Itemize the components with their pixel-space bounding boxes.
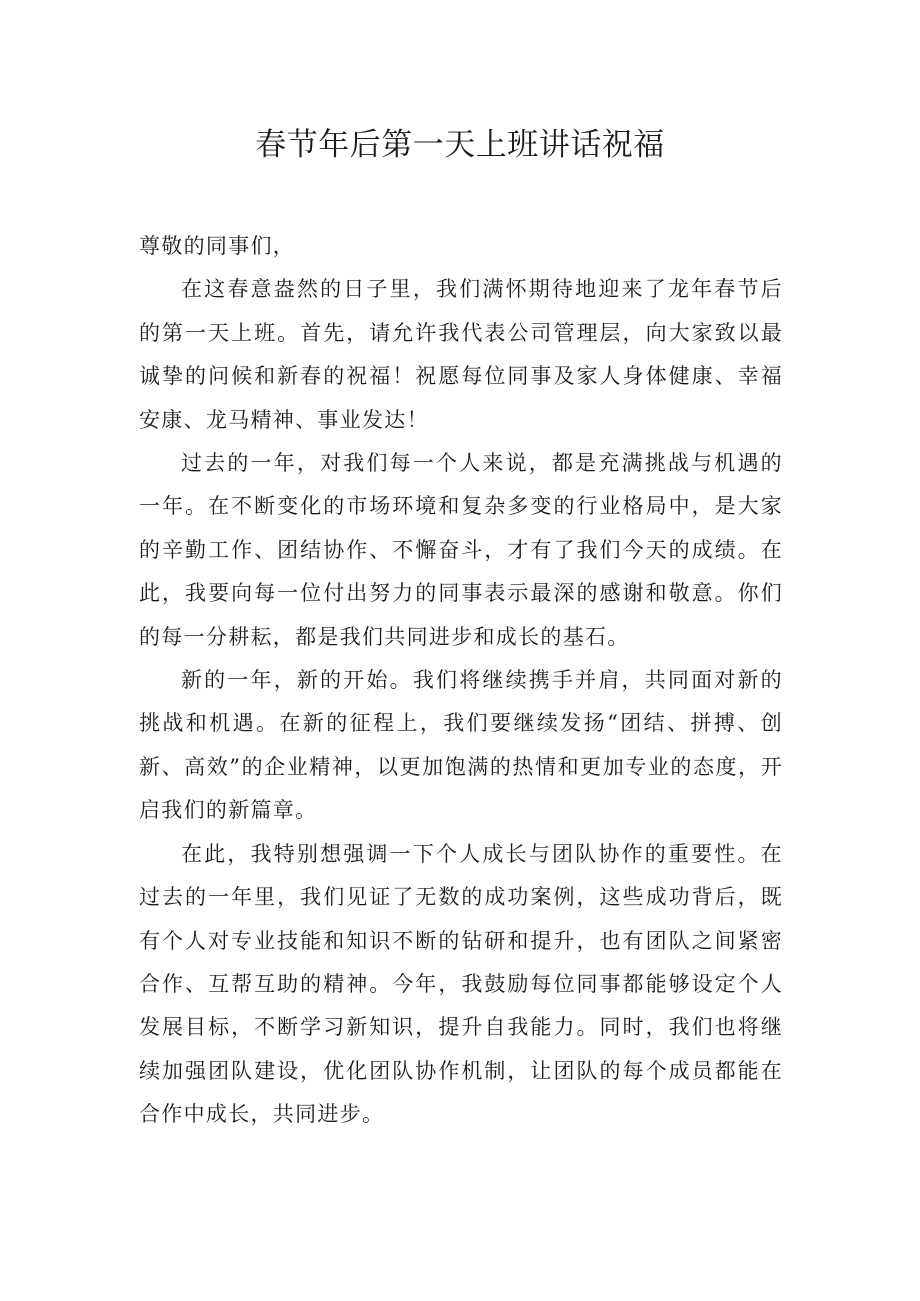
document-title: 春节年后第一天上班讲话祝福 (255, 127, 665, 163)
paragraph-2: 过去的一年，对我们每一个人来说，都是充满挑战与机遇的一年。在不断变化的市场环境和复杂多变的行业格局中，是大家的辛勤工作、团结协作、不懈奋斗，才有了我们今天的成绩。在此，我要向每一位付出努力的同事表示最深的感谢和敬意。你们的每一分耕耘，都是我们共同进步和成长的基石。 (139, 451, 783, 649)
paragraph-3: 新的一年，新的开始。我们将继续携手并肩，共同面对新的挑战和机遇。在新的征程上，我们要继续发扬“团结、拼搏、创新、高效”的企业精神，以更加饱满的热情和更加专业的态度，开启我们的新篇章。 (139, 668, 783, 823)
salutation: 尊敬的同事们， (139, 234, 296, 258)
document-body (139, 225, 783, 1137)
paragraph-1: 在这春意盎然的日子里，我们满怀期待地迎来了龙年春节后的第一天上班。首先，请允许我代表公司管理层，向大家致以最诚挚的问候和新春的祝福！祝愿每位同事及家人身体健康、幸福安康、龙马精神、事业发达！ (139, 277, 783, 432)
paragraph-4: 在此，我特别想强调一下个人成长与团队协作的重要性。在过去的一年里，我们见证了无数的成功案例，这些成功背后，既有个人对专业技能和知识不断的钻研和提升，也有团队之间紧密合作、互帮互助的精神。今年，我鼓励每位同事都能够设定个人发展目标，不断学习新知识，提升自我能力。同时，我们也将继续加强团队建设，优化团队协作机制，让团队的每个成员都能在合作中成长，共同进步。 (139, 841, 783, 1127)
